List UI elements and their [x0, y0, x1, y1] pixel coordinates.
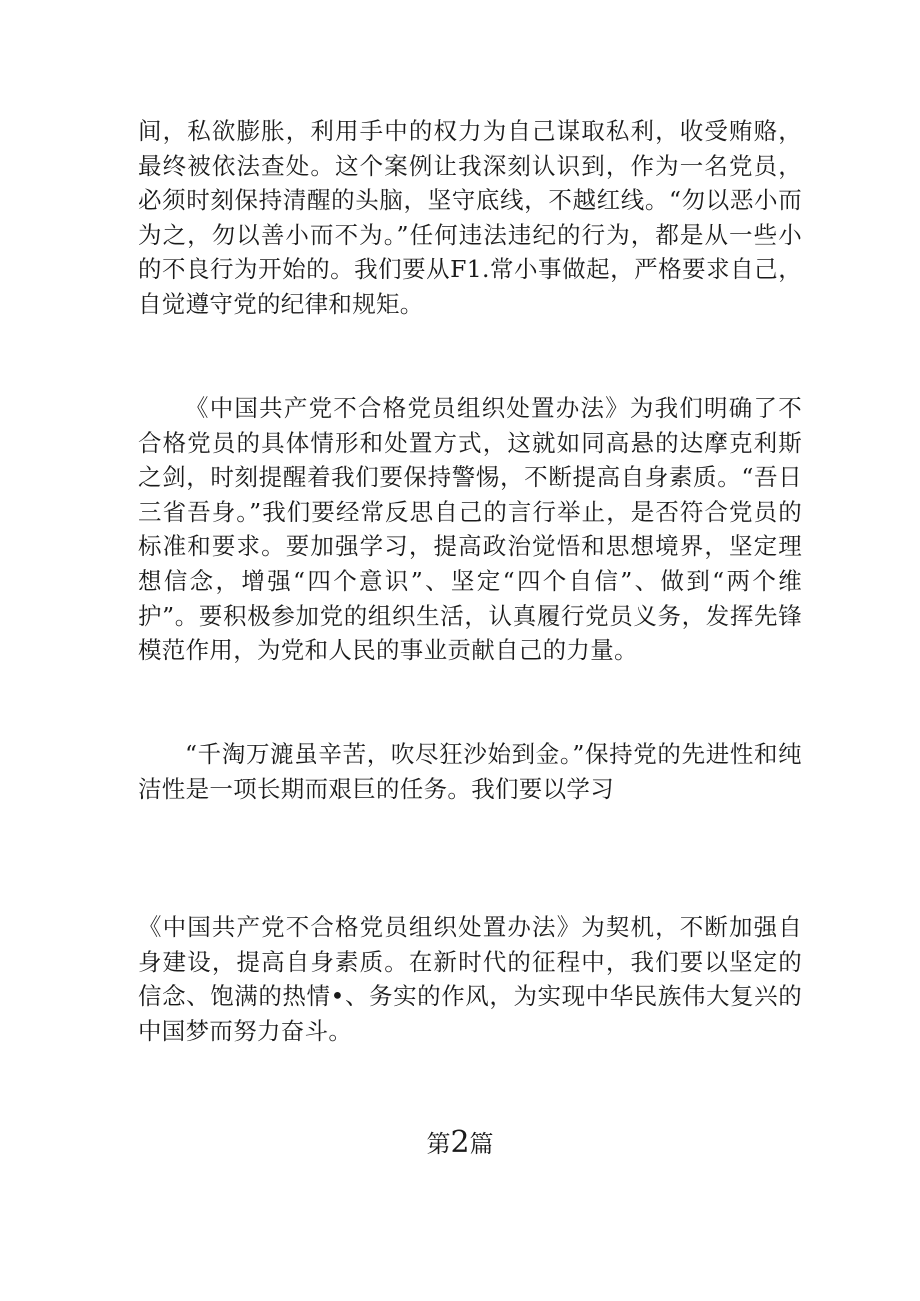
paragraph-3: “千淘万漉虽辛苦，吹尽狂沙始到金。”保持党的先进性和纯洁性是一项长期而艰巨的任务。我们要以学习 [138, 740, 802, 803]
section-heading-suffix: 篇 [469, 1130, 494, 1158]
section-heading [0, 1125, 920, 1162]
paragraph-2: 《中国共产党不合格党员组织处置办法》为我们明确了不合格党员的具体情形和处置方式，这就如同高悬的达摩克利斯之剑，时刻提醒着我们要保持警惕，不断提高自身素质。“吾日三省吾身。”我们要经常反思自己的言行举止，是否符合党员的标准和要求。要加强学习，提高政治觉悟和思想境界，坚定理想信念，增强“四个意识”、坚定“四个自信”、做到“两个维护”。要积极参加党的组织生活，认真履行党员义务，发挥先锋模范作用，为党和人民的事业贡献自己的力量。 [138, 394, 802, 665]
paragraph-4: 《中国共产党不合格党员组织处置办法》为契机，不断加强自身建设，提高自身素质。在新时代的征程中，我们要以坚定的信念、饱满的热情•、务实的作风，为实现中华民族伟大复兴的中国梦而努力奋斗。 [138, 913, 802, 1045]
paragraph-1: 间，私欲膨胀，利用手中的权力为自己谋取私利，收受贿赂，最终被依法查处。这个案例让我深刻认识到，作为一名党员，必须时刻保持清醒的头脑，坚守底线，不越红线。“勿以恶小而为之，勿以善小而不为。”任何违法违纪的行为，都是从一些小的不良行为开始的。我们要从F1.常小事做起，严格要求自己，自觉遵守党的纪律和规矩。 [138, 117, 802, 318]
section-heading-prefix: 第 [426, 1130, 451, 1158]
section-heading-number: 2 [450, 1125, 470, 1160]
